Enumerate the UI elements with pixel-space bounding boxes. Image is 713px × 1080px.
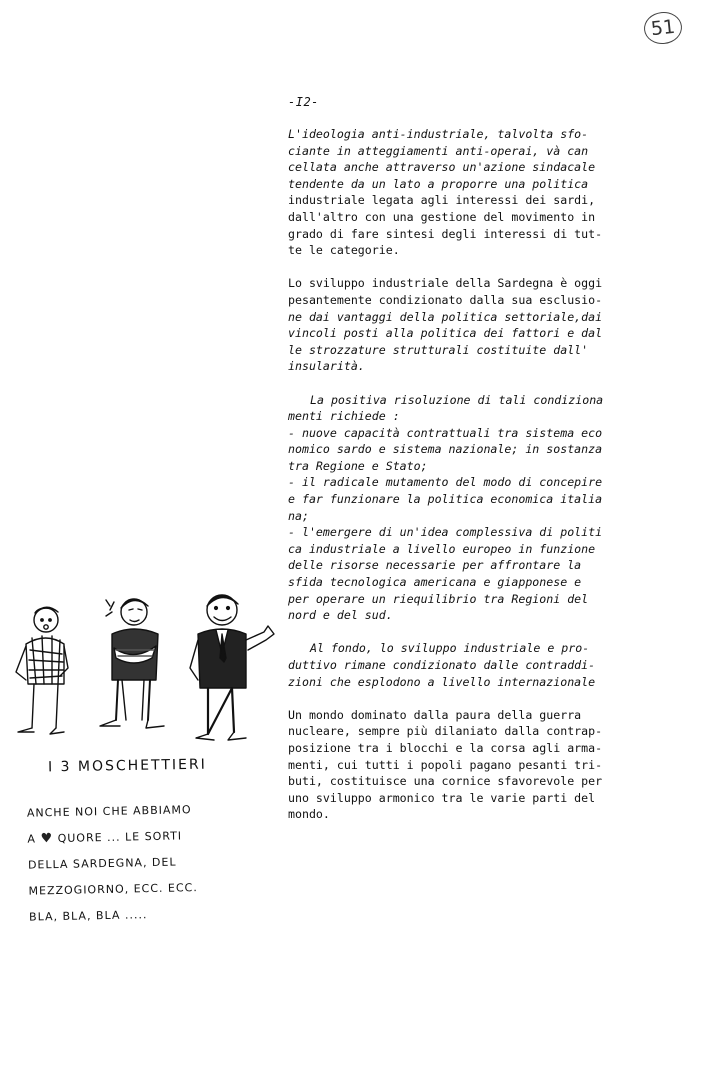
cartoon-figure-left xyxy=(16,607,68,734)
line: le strozzature strutturali costituite dall' xyxy=(288,342,589,357)
cartoon-handwritten-note xyxy=(27,795,280,930)
page-number-stamp: 51 xyxy=(642,10,683,46)
line: ne dai vantaggi della politica settoriale,dai xyxy=(288,309,603,324)
line: mondo. xyxy=(288,807,330,822)
line: sfida tecnologica americana e giapponese e xyxy=(288,575,582,590)
line: Lo sviluppo industriale della Sardegna è oggi xyxy=(288,276,603,291)
line: insularità. xyxy=(288,359,365,374)
line: ca industriale a livello europeo in funzione xyxy=(288,541,596,556)
line: Al fondo, lo sviluppo industriale e pro- xyxy=(310,641,590,656)
line: tra Regione e Stato; xyxy=(288,458,428,473)
line: delle risorse necessarie per affrontare la xyxy=(288,558,582,573)
line: nord e del sud. xyxy=(288,608,393,623)
line: - l'emergere di un'idea complessiva di politi xyxy=(288,525,603,540)
line: uno sviluppo armonico tra le varie parti del xyxy=(288,790,596,805)
line: grado di fare sintesi degli interessi di tut- xyxy=(288,226,603,241)
line: menti, cui tutti i popoli pagano pesanti tri- xyxy=(288,757,603,772)
note-line: BLA, BLA, BLA ..... xyxy=(28,908,148,924)
note-line: MEZZOGIORNO, ECC. ECC. xyxy=(28,881,198,898)
line: - nuove capacità contrattuali tra sistema eco xyxy=(288,425,603,440)
cartoon-three-musketeers xyxy=(2,588,278,748)
paragraph-5 xyxy=(288,707,608,823)
line: nucleare, sempre più dilaniato dalla contrap- xyxy=(288,724,603,739)
line: cellata anche attraverso un'azione sindacale xyxy=(288,160,596,175)
line: zioni che esplodono a livello internazionale xyxy=(288,674,596,689)
line: - il radicale mutamento del modo di concepire xyxy=(288,475,603,490)
note-line: DELLA SARDEGNA, DEL xyxy=(27,855,177,872)
line: La positiva risoluzione di tali condiziona xyxy=(310,392,604,407)
paragraph-3 xyxy=(288,392,608,624)
line: te le categorie. xyxy=(288,243,400,258)
body-text xyxy=(288,126,608,840)
note-line-prefix: A xyxy=(27,832,37,846)
line: menti richiede : xyxy=(288,409,400,424)
line: duttivo rimane condizionato dalle contraddi- xyxy=(288,658,596,672)
paragraph-2 xyxy=(288,275,608,375)
line: posizione tra i blocchi e la corsa agli arma- xyxy=(288,740,603,755)
cartoon-figure-middle xyxy=(100,599,164,728)
note-line: ANCHE NOI CHE ABBIAMO xyxy=(26,803,192,820)
line: ciante in atteggiamenti anti-operai, và can xyxy=(288,143,589,158)
paragraph-4 xyxy=(288,640,608,690)
line: Un mondo dominato dalla paura della guerra xyxy=(288,707,582,722)
line: tendente da un lato a proporre una politica xyxy=(288,176,589,191)
line: per operare un riequilibrio tra Regioni del xyxy=(288,591,589,606)
heart-icon: ♥ xyxy=(40,831,54,847)
line: dall'altro con una gestione del movimento in xyxy=(288,209,596,224)
cartoon-caption: I 3 MOSCHETTIERI xyxy=(47,756,207,776)
note-line-text: QUORE ... LE SORTI xyxy=(57,829,183,845)
line: industriale legata agli interessi dei sardi, xyxy=(288,193,596,208)
line: L'ideologia anti-industriale, talvolta sfo- xyxy=(288,127,589,141)
line: nomico sardo e sistema nazionale; in sostanza xyxy=(288,442,603,457)
line: e far funzionare la politica economica italia xyxy=(288,492,603,507)
line: buti, costituisce una cornice sfavorevole per xyxy=(288,774,603,789)
line: na; xyxy=(288,508,309,523)
paragraph-1 xyxy=(288,126,608,259)
line: vincoli posti alla politica dei fattori e dal xyxy=(288,326,603,341)
folio-number: -I2- xyxy=(288,95,319,109)
line: pesantemente condizionato dalla sua esclusio- xyxy=(288,292,603,307)
cartoon-figure-right xyxy=(190,595,274,740)
